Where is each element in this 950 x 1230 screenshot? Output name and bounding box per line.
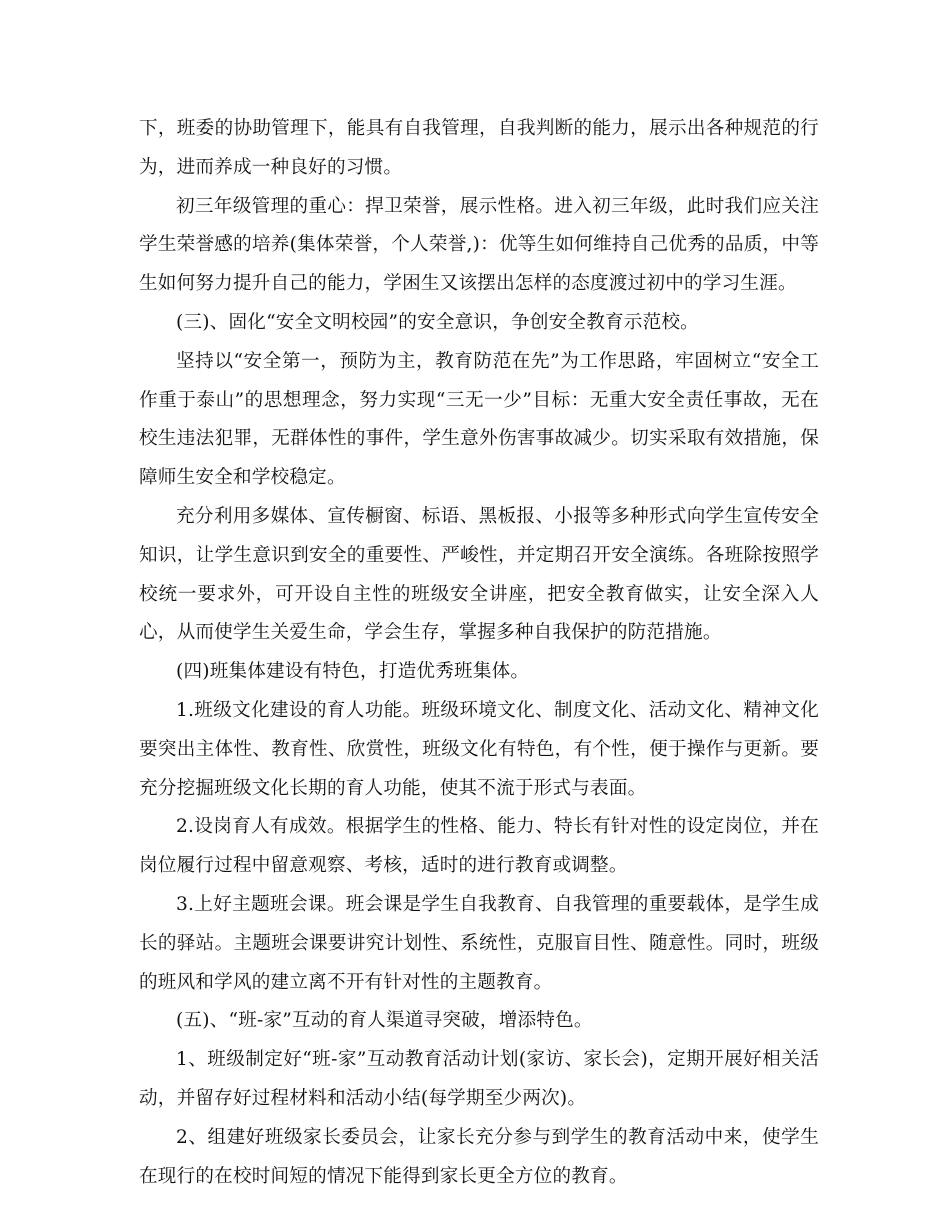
section-heading-class-building: (四)班集体建设有特色，打造优秀班集体。 (176, 661, 530, 683)
list-item-parent-committee: 2、组建好班级家长委员会，让家长充分参与到学生的教育活动中来，使学生在现行的在校时间短的情况下能得到家长更全方位的教育。 (139, 1126, 819, 1187)
section-heading-home-school: (五)、“班-家”互动的育人渠道寻突破，增添特色。 (176, 1010, 593, 1032)
document-body (139, 110, 819, 1196)
paragraph-grade3-management: 初三年级管理的重心：捍卫荣誉，展示性格。进入初三年级，此时我们应关注学生荣誉感的培养(集体荣誉，个人荣誉,)：优等生如何维持自己优秀的品质，中等生如何努力提升自己的能力，学困生又该摆出怎样的态度渡过初中的学习生涯。 (139, 195, 819, 295)
list-item-class-culture: 1.班级文化建设的育人功能。班级环境文化、制度文化、活动文化、精神文化要突出主体性、教育性、欣赏性，班级文化有特色，有个性，便于操作与更新。要充分挖掘班级文化长期的育人功能，使其不流于形式与表面。 (139, 699, 819, 799)
section-heading-safety: (三)、固化“安全文明校园”的安全意识，争创安全教育示范校。 (176, 311, 699, 333)
paragraph-continuation: 下，班委的协助管理下，能具有自我管理，自我判断的能力，展示出各种规范的行为，进而养成一种良好的习惯。 (139, 118, 819, 178)
list-item-activity-plan: 1、班级制定好“班-家”互动教育活动计划(家访、家长会)，定期开展好相关活动，并留存好过程材料和活动小结(每学期至少两次)。 (139, 1049, 819, 1109)
list-item-post-setting: 2.设岗育人有成效。根据学生的性格、能力、特长有针对性的设定岗位，并在岗位履行过程中留意观察、考核，适时的进行教育或调整。 (139, 816, 819, 877)
list-item-theme-meeting: 3.上好主题班会课。班会课是学生自我教育、自我管理的重要载体，是学生成长的驿站。主题班会课要讲究计划性、系统性，克服盲目性、随意性。同时，班级的班风和学风的建立离不开有针对性的主题教育。 (139, 893, 819, 993)
paragraph-safety-education: 充分利用多媒体、宣传橱窗、标语、黑板报、小报等多种形式向学生宣传安全知识，让学生意识到安全的重要性、严峻性，并定期召开安全演练。各班除按照学校统一要求外，可开设自主性的班级安全讲座，把安全教育做实，让安全深入人心，从而使学生关爱生命，学会生存，掌握多种自我保护的防范措施。 (139, 505, 819, 644)
paragraph-safety-principles: 坚持以“安全第一，预防为主，教育防范在先”为工作思路，牢固树立“安全工作重于泰山”的思想理念，努力实现“三无一少”目标：无重大安全责任事故，无在校生违法犯罪，无群体性的事件，学生意外伤害事故减少。切实采取有效措施，保障师生安全和学校稳定。 (139, 350, 819, 489)
